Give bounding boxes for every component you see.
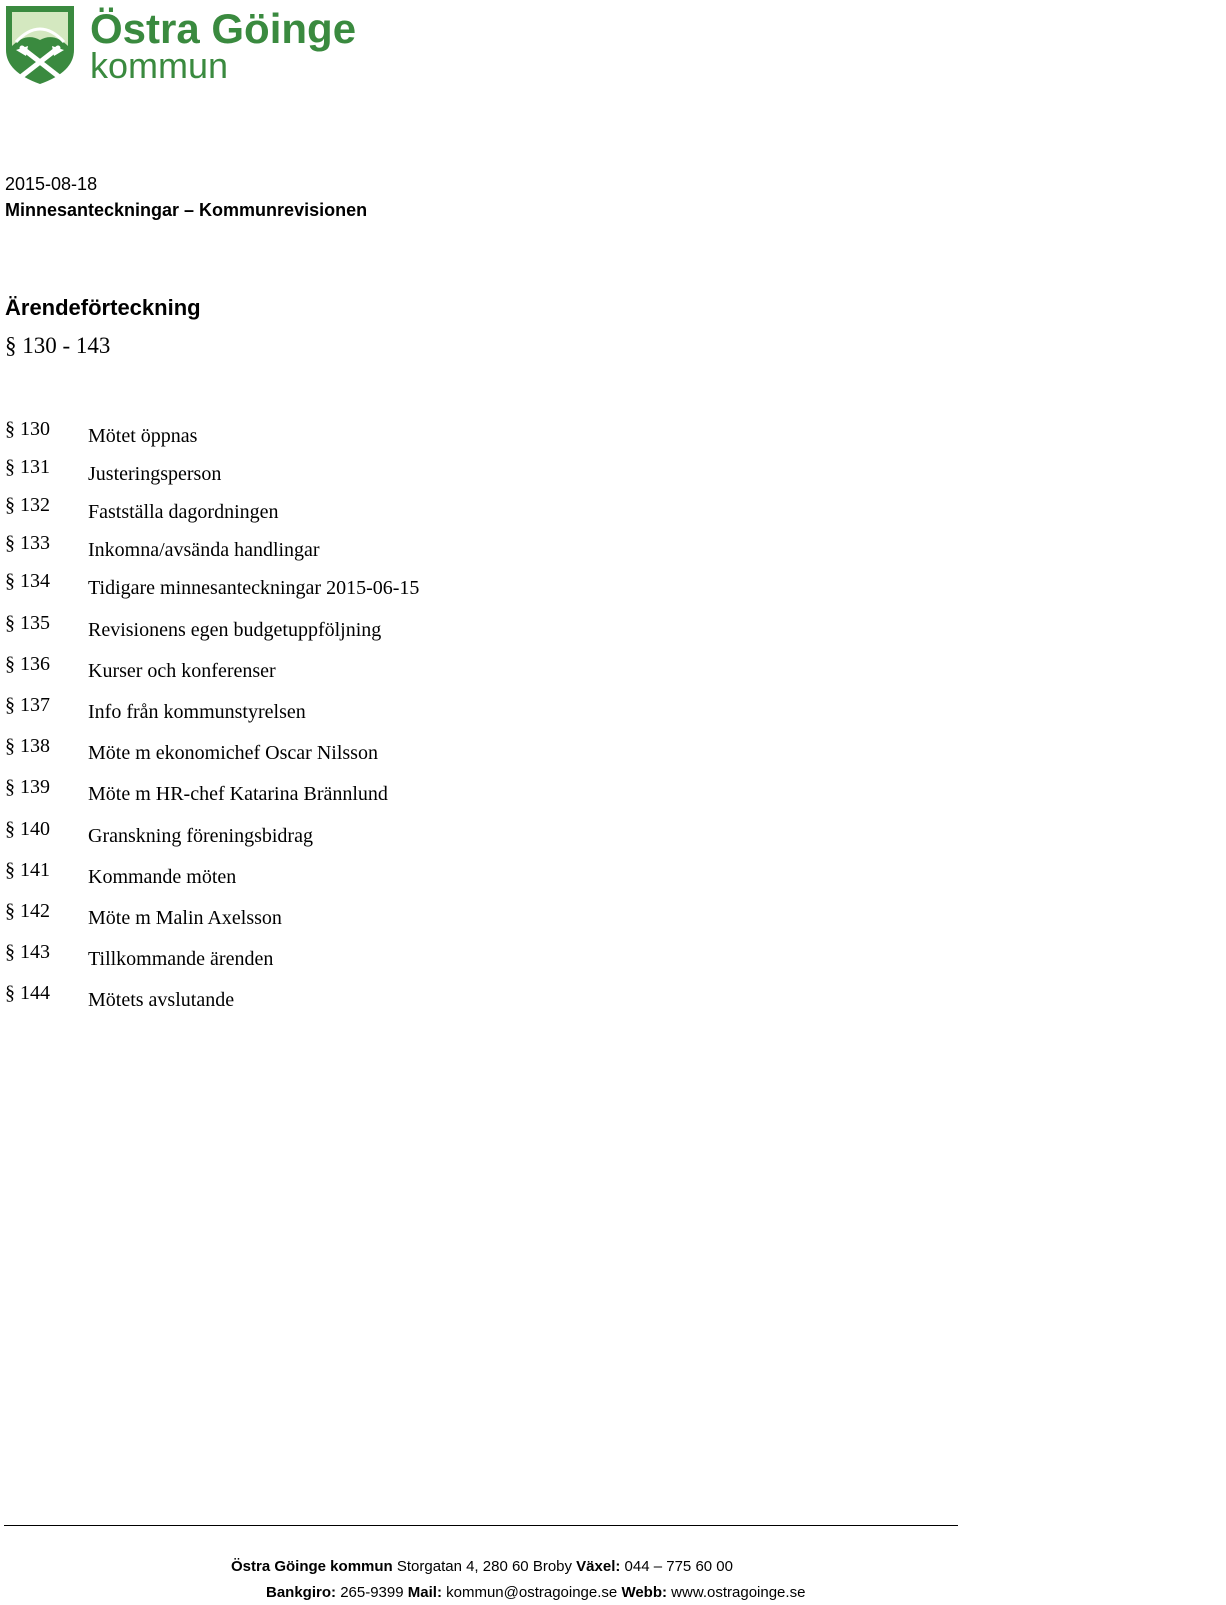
footer-web-label: Webb: [621, 1584, 667, 1601]
footer-bankgiro: 265-9399 [340, 1584, 404, 1601]
agenda-item-number: § 144 [5, 982, 50, 1004]
agenda-item-label: Justeringsperson [88, 463, 222, 485]
footer-bankgiro-label: Bankgiro: [266, 1584, 337, 1601]
agenda-item-label: Möte m HR-chef Katarina Brännlund [88, 783, 388, 805]
coat-of-arms-icon [4, 2, 357, 88]
document-title: Minnesanteckningar – Kommunrevisionen [5, 200, 368, 220]
footer-mail-link[interactable]: kommun@ostragoinge.se [446, 1584, 618, 1601]
agenda-item-number: § 140 [5, 818, 50, 840]
footer-phone-label: Växel: [576, 1558, 621, 1575]
agenda-item-number: § 135 [5, 612, 50, 634]
index-range: § 130 - 143 [5, 333, 111, 358]
agenda-item-label: Mötet öppnas [88, 425, 198, 447]
footer-contact-line [231, 1558, 1191, 1575]
agenda-item-number: § 137 [5, 694, 50, 716]
agenda-item-number: § 130 [5, 418, 50, 440]
municipality-logo [4, 2, 357, 88]
agenda-item-label: Fastställa dagordningen [88, 501, 279, 523]
agenda-item-label: Tidigare minnesanteckningar 2015-06-15 [88, 577, 420, 599]
index-heading: Ärendeförteckning [5, 295, 201, 320]
agenda-item-number: § 134 [5, 570, 50, 592]
document-date: 2015-08-18 [5, 174, 98, 194]
agenda-item-label: Inkomna/avsända handlingar [88, 539, 320, 561]
agenda-item-number: § 143 [5, 941, 50, 963]
agenda-item-number: § 139 [5, 776, 50, 798]
document-meta [5, 171, 367, 223]
agenda-item-label: Möte m Malin Axelsson [88, 907, 282, 929]
agenda-item-number: § 142 [5, 900, 50, 922]
agenda-item-label: Granskning föreningsbidrag [88, 825, 313, 847]
agenda-item-label: Revisionens egen budgetuppföljning [88, 619, 382, 641]
agenda-item-label: Möte m ekonomichef Oscar Nilsson [88, 742, 378, 764]
agenda-item-number: § 131 [5, 456, 50, 478]
agenda-item-label: Mötets avslutande [88, 989, 235, 1011]
footer-org-name: Östra Göinge kommun [231, 1558, 393, 1575]
agenda-item-number: § 138 [5, 735, 50, 757]
agenda-item-label: Kommande möten [88, 866, 237, 888]
footer-divider [4, 1525, 958, 1526]
footer-phone: 044 – 775 60 00 [624, 1558, 733, 1575]
footer-mail-label: Mail: [407, 1584, 442, 1601]
agenda-item-number: § 136 [5, 653, 50, 675]
brand-line-2: kommun [90, 45, 229, 86]
agenda-item-number: § 141 [5, 859, 50, 881]
footer-address: Storgatan 4, 280 60 Broby [396, 1558, 572, 1575]
brand-line-1: Östra Göinge [90, 5, 357, 52]
footer-links-line [266, 1584, 1226, 1601]
agenda-item-number: § 132 [5, 494, 50, 516]
footer-web-link[interactable]: www.ostragoinge.se [671, 1584, 806, 1601]
agenda-item-label: Info från kommunstyrelsen [88, 701, 306, 723]
agenda-item-number: § 133 [5, 532, 50, 554]
agenda-item-label: Kurser och konferenser [88, 660, 276, 682]
agenda-item-label: Tillkommande ärenden [88, 948, 274, 970]
